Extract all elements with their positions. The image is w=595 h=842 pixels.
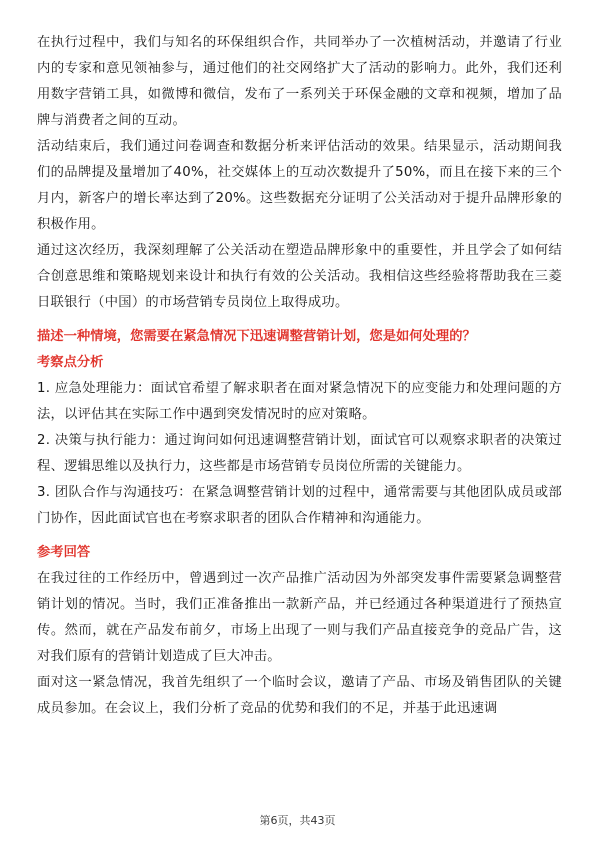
intro-section (37, 30, 562, 316)
paragraph: 在我过往的工作经历中，曾遇到过一次产品推广活动因为外部突发事件需要紧急调整营销计划的情况。当时，我们正准备推出一款新产品，并已经通过各种渠道进行了预热宣传。然而，就在产品发布前夕，市场上出现了一则与我们产品直接竞争的竞品广告，这对我们原有的营销计划造成了巨大冲击。 (37, 571, 562, 664)
list-item: 2. 决策与执行能力：通过询问如何迅速调整营销计划，面试官可以观察求职者的决策过程、逻辑思维以及执行力，这些都是市场营销专员岗位所需的关键能力。 (37, 433, 562, 474)
analysis-title: 考察点分析 (37, 355, 104, 370)
document-page (37, 30, 562, 722)
paragraph: 面对这一紧急情况，我首先组织了一个临时会议，邀请了产品、市场及销售团队的关键成员参加。在会议上，我们分析了竞品的优势和我们的不足，并基于此迅速调 (37, 675, 562, 716)
page-number: 第6页，共43页 (259, 814, 336, 827)
paragraph: 活动结束后，我们通过问卷调查和数据分析来评估活动的效果。结果显示，活动期间我们的品牌提及量增加了40%，社交媒体上的互动次数提升了50%，而且在接下来的三个月内，新客户的增长率达到了20%。这些数据充分证明了公关活动对于提升品牌形象的积极作用。 (37, 139, 562, 232)
analysis-list (37, 376, 562, 532)
list-item: 1. 应急处理能力：面试官希望了解求职者在面对紧急情况下的应变能力和处理问题的方法，以评估其在实际工作中遇到突发情况时的应对策略。 (37, 381, 562, 422)
answer-title: 参考回答 (37, 545, 91, 560)
answer-section (37, 566, 562, 722)
interview-question: 描述一种情境，您需要在紧急情况下迅速调整营销计划，您是如何处理的？ (37, 329, 476, 344)
paragraph: 通过这次经历，我深刻理解了公关活动在塑造品牌形象中的重要性，并且学会了如何结合创意思维和策略规划来设计和执行有效的公关活动。我相信这些经验将帮助我在三菱日联银行（中国）的市场营销专员岗位上取得成功。 (37, 243, 562, 310)
list-item: 3. 团队合作与沟通技巧：在紧急调整营销计划的过程中，通常需要与其他团队成员或部门协作，因此面试官也在考察求职者的团队合作精神和沟通能力。 (37, 485, 562, 526)
paragraph: 在执行过程中，我们与知名的环保组织合作，共同举办了一次植树活动，并邀请了行业内的专家和意见领袖参与，通过他们的社交网络扩大了活动的影响力。此外，我们还利用数字营销工具，如微博和微信，发布了一系列关于环保金融的文章和视频，增加了品牌与消费者之间的互动。 (37, 35, 562, 128)
